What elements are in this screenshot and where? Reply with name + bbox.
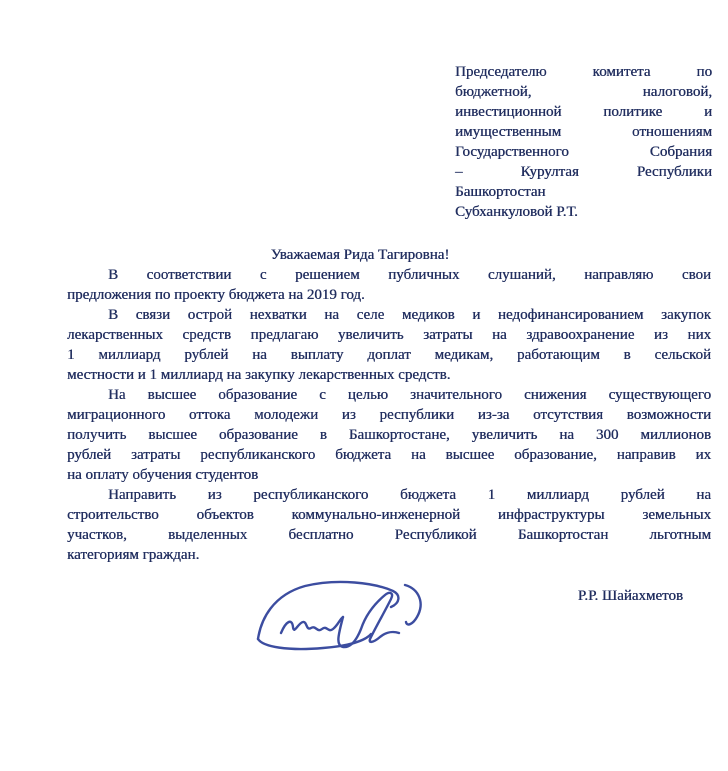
paragraph-line: категориям граждан. xyxy=(67,547,200,563)
recipient-line: инвестиционной политике и xyxy=(455,104,712,120)
recipient-line: Субханкуловой Р.Т. xyxy=(455,204,578,220)
paragraph-line: 1 миллиард рублей на выплату доплат медикам, работающим в сельской xyxy=(67,347,711,363)
paragraph xyxy=(67,385,711,485)
recipient-line: Башкортостан xyxy=(455,184,546,200)
recipient-block xyxy=(455,62,712,222)
signature-name: Р.Р. Шайахметов xyxy=(577,588,683,604)
paragraph-line: миграционного оттока молодежи из республики из-за отсутствия возможности xyxy=(67,407,711,423)
paragraph-line: предложения по проекту бюджета на 2019 год. xyxy=(67,287,365,303)
paragraph-line: на оплату обучения студентов xyxy=(67,467,259,483)
paragraph xyxy=(67,265,711,305)
paragraph xyxy=(67,305,711,385)
paragraph-line: Направить из республиканского бюджета 1 миллиард рублей на xyxy=(108,487,711,503)
letter-body xyxy=(67,245,711,565)
paragraph-line: рублей затраты республиканского бюджета на высшее образование, направив их xyxy=(67,447,711,463)
recipient-line: бюджетной, налоговой, xyxy=(455,84,712,100)
paragraph-line: участков, выделенных бесплатно Республикой Башкортостан льготным xyxy=(67,527,711,543)
recipient-line: Председателю комитета по xyxy=(455,64,712,80)
salutation: Уважаемая Рида Тагировна! xyxy=(270,247,450,263)
recipient-line: – Курултая Республики xyxy=(455,164,712,180)
paragraph-line: В связи острой нехватки на селе медиков и недофинансированием закупок xyxy=(108,307,711,323)
paragraph-line: получить высшее образование в Башкортостане, увеличить на 300 миллионов xyxy=(67,427,711,443)
paragraph-line: На высшее образование с целью значительного снижения существующего xyxy=(108,387,711,403)
paragraph-line: лекарственных средств предлагаю увеличить затраты на здравоохранение из них xyxy=(67,327,711,343)
handwritten-signature-icon xyxy=(253,577,428,657)
paragraph-line: В соответствии с решением публичных слушаний, направляю свои xyxy=(108,267,711,283)
recipient-line: Государственного Собрания xyxy=(455,144,712,160)
paragraph-line: строительство объектов коммунально-инженерной инфраструктуры земельных xyxy=(67,507,711,523)
paragraph xyxy=(67,485,711,565)
paragraph-line: местности и 1 миллиард на закупку лекарственных средств. xyxy=(67,367,451,383)
recipient-line: имущественным отношениям xyxy=(455,124,712,140)
